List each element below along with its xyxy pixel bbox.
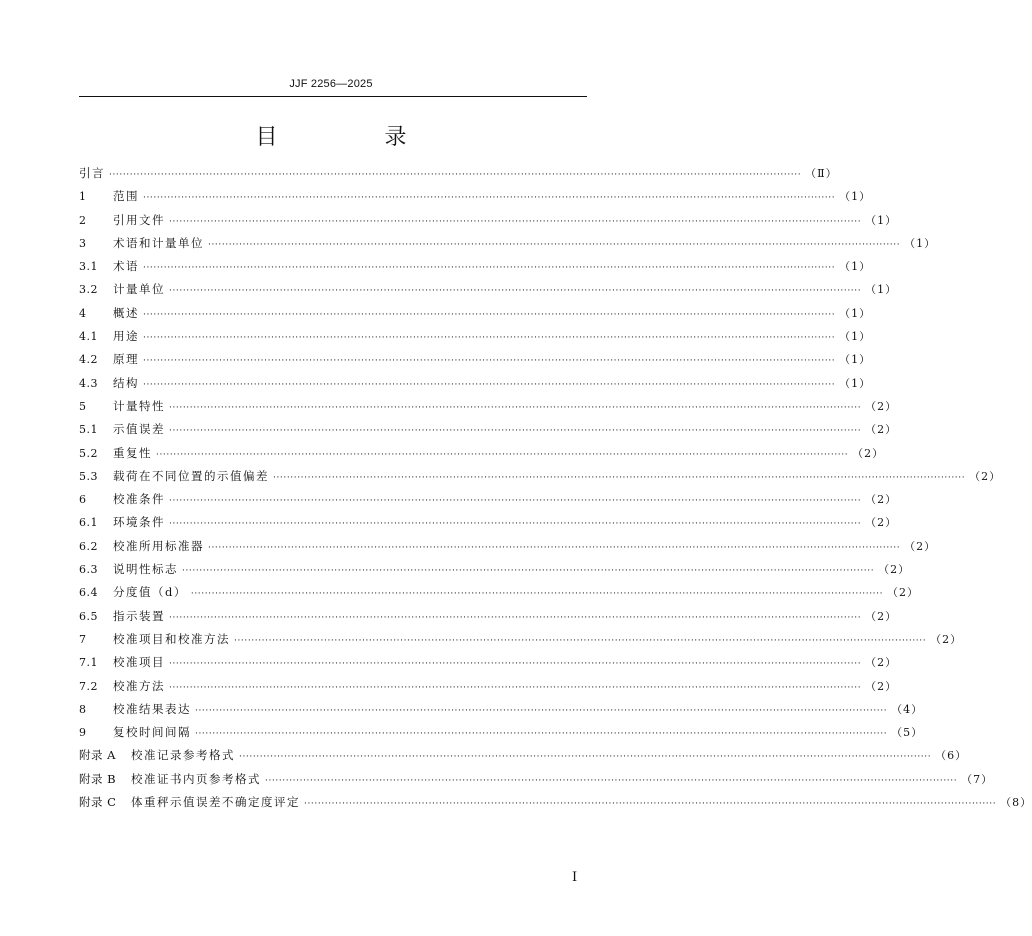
toc-leader-dots: ········································································································································································································: [190, 589, 884, 600]
toc-entry-number: 4.1: [79, 330, 98, 344]
toc-entry-number: 附录 C: [79, 795, 117, 810]
toc-entry-number: 3.1: [79, 260, 98, 274]
toc-entry[interactable]: [79, 584, 920, 607]
toc-entry-number: 5.3: [79, 469, 98, 483]
toc-leader-dots: ········································································································································································································: [169, 682, 862, 693]
toc-leader-dots: ········································································································································································································: [169, 612, 862, 623]
toc-entry-page: （2）: [865, 493, 898, 507]
toc-entry-page: （2）: [865, 399, 898, 413]
toc-entry-title: 术语和计量单位: [113, 235, 204, 250]
toc-entry-title: 引言: [79, 166, 105, 180]
toc-entry[interactable]: [79, 561, 911, 584]
toc-entry-number: 8: [79, 702, 87, 716]
toc-entry-number: 3: [79, 236, 87, 250]
toc-entry-title: 引用文件: [113, 212, 165, 227]
toc-leader-dots: ········································································································································································································: [208, 542, 901, 553]
toc-entry[interactable]: [79, 258, 872, 281]
toc-entry-page: （1）: [865, 283, 898, 297]
toc-entry[interactable]: [79, 375, 872, 398]
toc-entry-number: 7.1: [79, 656, 98, 670]
toc-entry-number: 9: [79, 726, 87, 740]
toc-entry[interactable]: [79, 351, 872, 374]
toc-leader-dots: ········································································································································································································: [169, 402, 862, 413]
toc-entry-page: （1）: [839, 376, 872, 390]
toc-entry[interactable]: [79, 398, 898, 421]
toc-entry[interactable]: [79, 188, 872, 211]
toc-entry-page: （2）: [865, 423, 898, 437]
toc-entry-page: （2）: [887, 586, 920, 600]
toc-entry-title: 用途: [113, 329, 139, 344]
toc-leader-dots: ········································································································································································································: [239, 752, 932, 763]
toc-entry[interactable]: [79, 538, 937, 561]
toc-leader-dots: ········································································································································································································: [273, 472, 966, 483]
toc-entry-number: 1: [79, 190, 87, 204]
toc-entry-page: （5）: [891, 726, 924, 740]
toc-entry-number: 6.4: [79, 586, 98, 600]
toc-entry-title: 校准所用标准器: [113, 538, 204, 553]
toc-entry-page: （1）: [865, 213, 898, 227]
toc-entry-number: 5.2: [79, 446, 98, 460]
toc-entry-number: 5: [79, 399, 87, 413]
toc-entry-page: （4）: [891, 702, 924, 716]
toc-entry-number: 附录 A: [79, 748, 116, 763]
toc-entry[interactable]: [79, 631, 963, 654]
toc-entry-page: （6）: [935, 749, 968, 763]
toc-leader-dots: ········································································································································································································: [169, 496, 862, 507]
toc-entry-page: （7）: [961, 772, 994, 786]
toc-entry-number: 4: [79, 306, 87, 320]
toc-entry-title: 术语: [113, 259, 139, 274]
toc-entry-page: （2）: [878, 563, 911, 577]
toc-entry[interactable]: [79, 654, 898, 677]
toc-entry-title: 载荷在不同位置的示值偏差: [113, 468, 269, 483]
toc-entry-title: 分度值（d）: [113, 585, 187, 600]
toc-leader-dots: ········································································································································································································: [265, 775, 958, 786]
toc-entry-title: 校准条件: [113, 492, 165, 507]
toc-entry-title: 体重秤示值误差不确定度评定: [131, 795, 300, 810]
toc-entry-page: （2）: [865, 656, 898, 670]
toc-entry-title: 概述: [113, 305, 139, 320]
toc-leader-dots: ········································································································································································································: [208, 239, 901, 250]
toc-entry[interactable]: [79, 328, 872, 351]
toc-entry-title: 校准方法: [113, 678, 165, 693]
toc-leader-dots: ········································································································································································································: [195, 729, 888, 740]
toc-entry[interactable]: [79, 771, 994, 794]
toc-entry-number: 3.2: [79, 283, 98, 297]
toc-leader-dots: ········································································································································································································: [195, 705, 888, 716]
toc-entry-title: 计量单位: [113, 282, 165, 297]
toc-entry-title: 说明性标志: [113, 562, 178, 577]
toc-leader-dots: ········································································································································································································: [182, 566, 875, 577]
toc-entry-title: 校准项目: [113, 655, 165, 670]
page-title: 目 录: [255, 125, 457, 150]
toc-leader-dots: ········································································································································································································: [143, 356, 836, 367]
toc-leader-dots: ········································································································································································································: [143, 333, 836, 344]
toc-leader-dots: ········································································································································································································: [234, 635, 927, 646]
toc-entry[interactable]: [79, 747, 968, 770]
toc-entry-page: （8）: [1000, 796, 1032, 810]
toc-leader-dots: ········································································································································································································: [169, 659, 862, 670]
toc-entry-title: 计量特性: [113, 398, 165, 413]
toc-entry-number: 6.1: [79, 516, 98, 530]
toc-entry-number: 6.5: [79, 609, 98, 623]
toc-leader-dots: ········································································································································································································: [143, 379, 836, 390]
toc-entry-page: （1）: [839, 260, 872, 274]
toc-entry-page: （2）: [865, 516, 898, 530]
toc-entry-page: （1）: [839, 330, 872, 344]
toc-entry-page: （1）: [904, 236, 937, 250]
toc-entry[interactable]: [79, 165, 838, 188]
toc-entry-number: 4.2: [79, 353, 98, 367]
toc-leader-dots: ········································································································································································································: [169, 216, 862, 227]
toc-entry[interactable]: [79, 678, 898, 701]
toc-leader-dots: ········································································································································································································: [143, 309, 836, 320]
toc-entry[interactable]: [79, 212, 898, 235]
toc-entry-page: （2）: [930, 632, 963, 646]
toc-entry-number: 5.1: [79, 423, 98, 437]
toc-entry[interactable]: [79, 514, 898, 537]
toc-entry[interactable]: [79, 421, 898, 444]
toc-entry-title: 指示装置: [113, 608, 165, 623]
toc-entry-number: 6.3: [79, 563, 98, 577]
toc-leader-dots: ········································································································································································································: [109, 170, 802, 180]
page-number: I: [572, 870, 578, 885]
toc-entry[interactable]: [79, 724, 924, 747]
toc-entry[interactable]: [79, 235, 937, 258]
toc-entry[interactable]: [79, 468, 1002, 491]
toc-entry-title: 校准证书内页参考格式: [131, 771, 261, 786]
toc-entry-page: （2）: [852, 446, 885, 460]
toc-entry-title: 复校时间间隔: [113, 725, 191, 740]
toc-entry[interactable]: [79, 305, 872, 328]
toc-entry-page: （2）: [865, 679, 898, 693]
toc-entry[interactable]: [79, 281, 898, 304]
toc-entry-page: （1）: [839, 190, 872, 204]
toc-entry-number: 附录 B: [79, 771, 117, 786]
table-of-contents: [79, 165, 1032, 817]
page-header: JJF 2256—2025: [289, 78, 373, 90]
toc-entry-page: （2）: [865, 609, 898, 623]
toc-entry-page: （Ⅱ）: [805, 167, 838, 180]
toc-entry-number: 4.3: [79, 376, 98, 390]
toc-entry[interactable]: [79, 445, 885, 468]
toc-entry-title: 示值误差: [113, 422, 165, 437]
toc-entry-page: （1）: [839, 353, 872, 367]
toc-leader-dots: ········································································································································································································: [169, 426, 862, 437]
toc-entry[interactable]: [79, 701, 924, 724]
toc-entry[interactable]: [79, 491, 898, 514]
toc-entry-title: 范围: [113, 189, 139, 204]
toc-entry-page: （2）: [969, 469, 1002, 483]
toc-entry-title: 结构: [113, 375, 139, 390]
toc-leader-dots: ········································································································································································································: [169, 286, 862, 297]
toc-entry-title: 重复性: [113, 445, 152, 460]
toc-entry-number: 6.2: [79, 539, 98, 553]
toc-entry-number: 2: [79, 213, 87, 227]
header-rule: [79, 96, 587, 97]
toc-entry-page: （1）: [839, 306, 872, 320]
toc-leader-dots: ········································································································································································································: [156, 449, 849, 460]
toc-entry[interactable]: [79, 794, 1032, 817]
toc-entry-number: 7: [79, 632, 87, 646]
toc-entry-number: 6: [79, 493, 87, 507]
toc-entry-title: 校准记录参考格式: [131, 748, 235, 763]
toc-leader-dots: ········································································································································································································: [143, 193, 836, 204]
toc-leader-dots: ········································································································································································································: [304, 799, 997, 810]
toc-entry-title: 校准结果表达: [113, 701, 191, 716]
toc-leader-dots: ········································································································································································································: [169, 519, 862, 530]
toc-entry[interactable]: [79, 608, 898, 631]
toc-entry-title: 环境条件: [113, 515, 165, 530]
toc-leader-dots: ········································································································································································································: [143, 263, 836, 274]
toc-entry-title: 校准项目和校准方法: [113, 631, 230, 646]
toc-entry-title: 原理: [113, 352, 139, 367]
toc-entry-number: 7.2: [79, 679, 98, 693]
toc-entry-page: （2）: [904, 539, 937, 553]
